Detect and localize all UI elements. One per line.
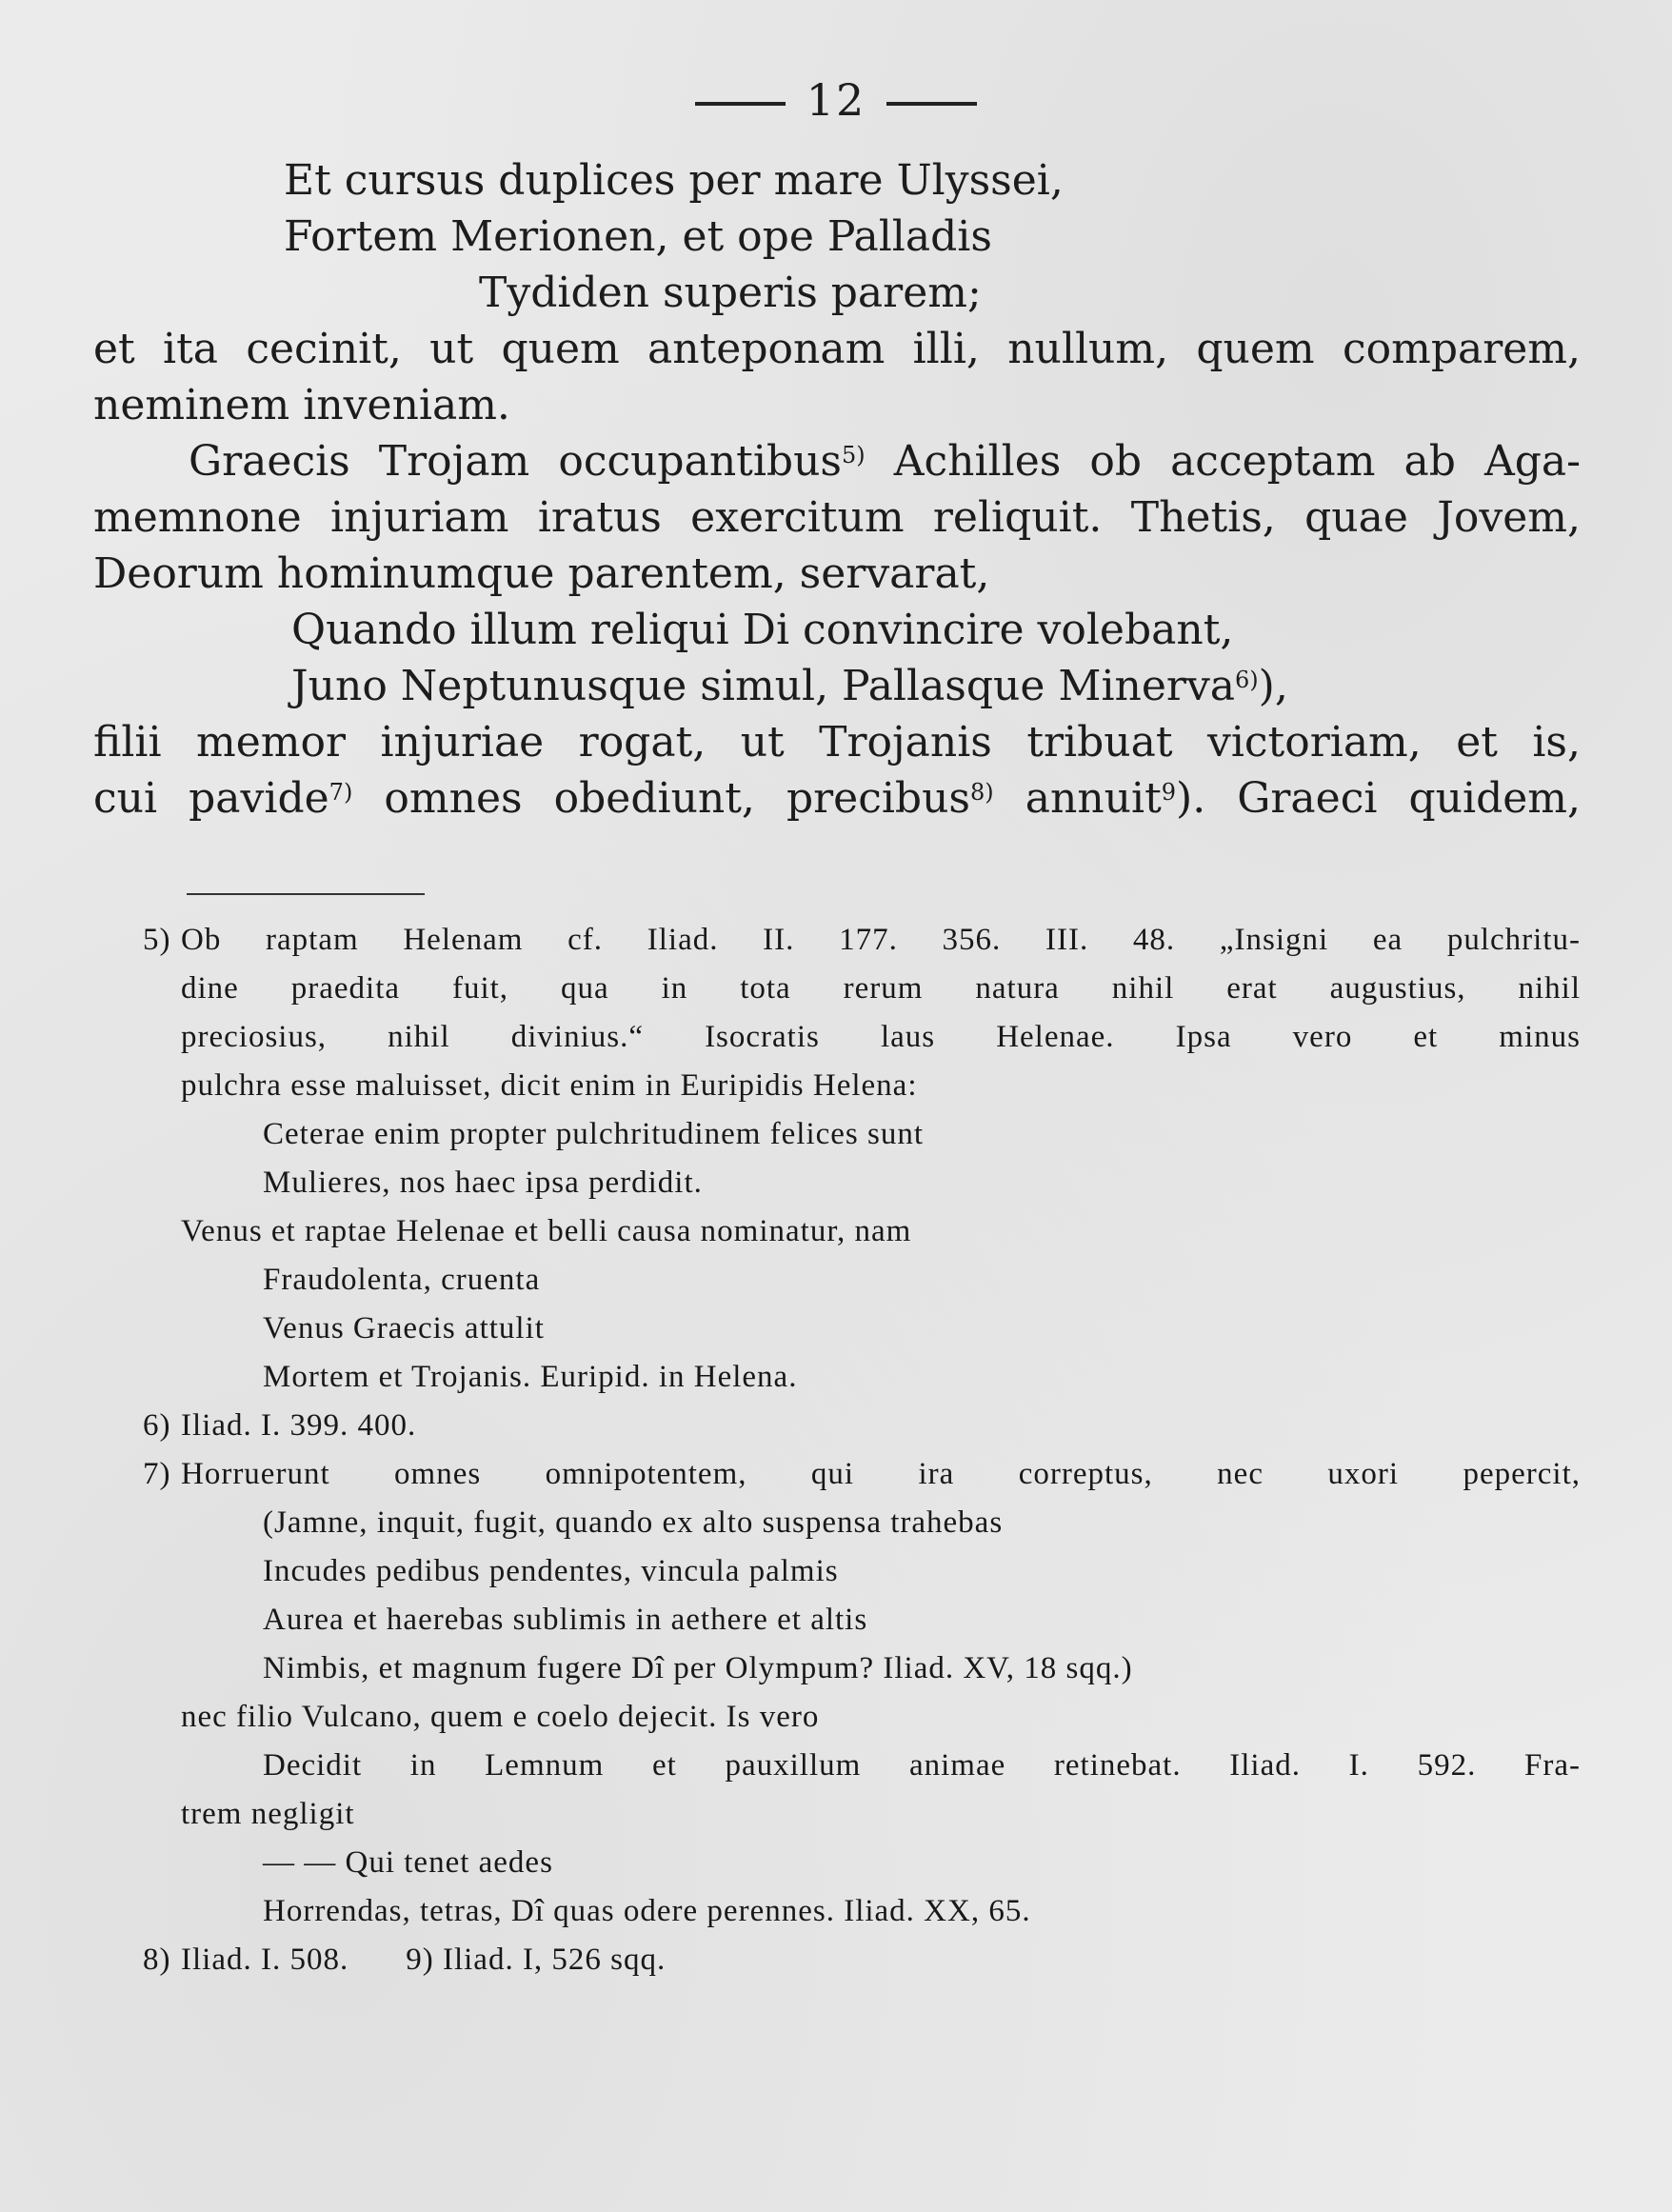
page-number: 12	[806, 74, 866, 126]
verse-line: Tydiden superis parem;	[479, 269, 982, 317]
footnote-line: 7) Horruerunt omnes omnipotentem, qui ira correptus, nec uxori pepercit,	[143, 1450, 1581, 1499]
header-dash-right	[886, 102, 977, 106]
prose-line: cui pavide$^{7)}$ omnes obediunt, precibus$^{8)}$ annuit$^9$). Graeci quidem,	[93, 774, 1581, 823]
footnote-verse: Incudes pedibus pendentes, vincula palmis	[263, 1554, 839, 1588]
footnote-line: nec filio Vulcano, quem e coelo dejecit. Is vero	[181, 1700, 820, 1734]
verse-line: Quando illum reliqui Di convincire volebant,	[291, 606, 1234, 654]
verse-line: Juno Neptunusque simul, Pallasque Minerva$^{6)}$),	[291, 662, 1288, 710]
prose-line: Graecis Trojam occupantibus$^{5)}$ Achilles ob acceptam ab Aga-	[189, 437, 1581, 486]
footnote-verse: (Jamne, inquit, fugit, quando ex alto suspensa trahebas	[263, 1505, 1004, 1540]
prose-line: et ita cecinit, ut quem anteponam illi, nullum, quem comparem,	[93, 325, 1581, 373]
page-header	[0, 74, 1672, 126]
footnote-verse: Ceterae enim propter pulchritudinem felices sunt	[263, 1117, 925, 1151]
prose-line: filii memor injuriae rogat, ut Trojanis tribuat victoriam, et is,	[93, 718, 1581, 767]
footnote-number: 9)	[406, 1943, 434, 1977]
footnote-verse: Nimbis, et magnum fugere Dî per Olympum? Iliad. XV, 18 sqq.)	[263, 1651, 1133, 1685]
footnote-ref[interactable]: 5)	[842, 442, 866, 468]
footnotes	[143, 916, 1581, 1984]
verse-line: Fortem Merionen, et ope Palladis	[284, 212, 992, 261]
footnote-ref[interactable]: 8)	[970, 779, 994, 806]
main-text	[93, 152, 1581, 827]
footnote-number: 6)	[143, 1408, 171, 1443]
footnote-verse: Fraudolenta, cruenta	[263, 1263, 541, 1297]
footnote-verse: Horrendas, tetras, Dî quas odere perennes. Iliad. XX, 65.	[263, 1894, 1031, 1928]
footnote-line: 8) Iliad. I. 508. 9) Iliad. I, 526 sqq.	[143, 1936, 1581, 1984]
footnote-number: 8)	[143, 1943, 171, 1977]
footnote-verse: Mulieres, nos haec ipsa perdidit.	[263, 1166, 703, 1200]
header-dash-left	[695, 102, 786, 106]
footnote-ref[interactable]: 9	[1161, 779, 1177, 806]
footnote-line: preciosius, nihil divinius.“ Isocratis laus Helenae. Ipsa vero et minus	[181, 1020, 1581, 1054]
verse-line: Et cursus duplices per mare Ulyssei,	[284, 156, 1064, 205]
footnote-number: 5)	[143, 923, 171, 957]
prose-line: memnone injuriam iratus exercitum reliquit. Thetis, quae Jovem,	[93, 493, 1581, 542]
footnote-verse: Aurea et haerebas sublimis in aethere et altis	[263, 1603, 868, 1637]
footnote-verse: — — Qui tenet aedes	[263, 1845, 553, 1880]
footnote-line: trem negligit	[181, 1797, 355, 1831]
footnote-line: Venus et raptae Helenae et belli causa nominatur, nam	[181, 1214, 912, 1248]
footnote-ref[interactable]: 6)	[1235, 667, 1259, 693]
footnote-number: 7)	[143, 1457, 171, 1491]
footnote-line: 5) Ob raptam Helenam cf. Iliad. II. 177. 356. III. 48. „Insigni ea pulchritu-	[143, 916, 1581, 965]
footnote-verse: Venus Graecis attulit	[263, 1311, 545, 1345]
footnote-verse: Mortem et Trojanis. Euripid. in Helena.	[263, 1360, 798, 1394]
prose-line: neminem inveniam.	[93, 381, 510, 429]
footnote-line: pulchra esse maluisset, dicit enim in Euripidis Helena:	[181, 1068, 918, 1103]
footnote-ref[interactable]: 7)	[328, 779, 353, 806]
footnote-line: 6) Iliad. I. 399. 400.	[143, 1402, 1581, 1450]
prose-line: Deorum hominumque parentem, servarat,	[93, 549, 990, 598]
footnote-separator	[187, 893, 425, 895]
footnote-verse: Decidit in Lemnum et pauxillum animae retinebat. Iliad. I. 592. Fra-	[263, 1748, 1581, 1783]
footnote-line: dine praedita fuit, qua in tota rerum natura nihil erat augustius, nihil	[181, 971, 1581, 1006]
